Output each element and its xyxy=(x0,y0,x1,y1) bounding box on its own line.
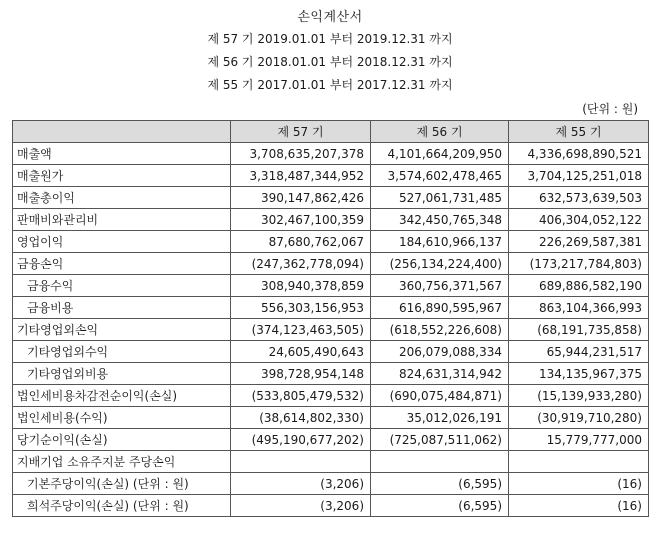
row-value: (374,123,463,505) xyxy=(231,319,371,341)
row-value: 824,631,314,942 xyxy=(371,363,509,385)
table-row xyxy=(13,429,649,451)
row-value: 302,467,100,359 xyxy=(231,209,371,231)
row-value: 3,574,602,478,465 xyxy=(371,165,509,187)
table-row xyxy=(13,319,649,341)
header-col-57: 제 57 기 xyxy=(231,121,371,143)
row-label: 기타영업외수익 xyxy=(13,341,231,363)
row-value: (690,075,484,871) xyxy=(371,385,509,407)
row-label: 매출액 xyxy=(13,143,231,165)
row-value: 3,704,125,251,018 xyxy=(509,165,649,187)
row-label: 기타영업외비용 xyxy=(13,363,231,385)
row-value: (256,134,224,400) xyxy=(371,253,509,275)
row-value: 527,061,731,485 xyxy=(371,187,509,209)
income-statement-table xyxy=(12,120,649,517)
row-value: 184,610,966,137 xyxy=(371,231,509,253)
row-value: 3,318,487,344,952 xyxy=(231,165,371,187)
statement-title: 손익계산서 xyxy=(297,10,363,25)
row-value: 390,147,862,426 xyxy=(231,187,371,209)
row-value: (495,190,677,202) xyxy=(231,429,371,451)
row-value: (247,362,778,094) xyxy=(231,253,371,275)
row-label: 법인세비용(수익) xyxy=(13,407,231,429)
row-value: (725,087,511,062) xyxy=(371,429,509,451)
table-row xyxy=(13,473,649,495)
row-value: 360,756,371,567 xyxy=(371,275,509,297)
table-row xyxy=(13,187,649,209)
row-value: (30,919,710,280) xyxy=(509,407,649,429)
row-label: 매출원가 xyxy=(13,165,231,187)
row-label: 희석주당이익(손실) (단위 : 원) xyxy=(13,495,231,517)
row-label: 매출총이익 xyxy=(13,187,231,209)
row-value: 616,890,595,967 xyxy=(371,297,509,319)
table-row xyxy=(13,385,649,407)
row-label: 판매비와관리비 xyxy=(13,209,231,231)
row-value: 65,944,231,517 xyxy=(509,341,649,363)
table-row xyxy=(13,297,649,319)
row-value xyxy=(509,451,649,473)
row-label: 당기순이익(손실) xyxy=(13,429,231,451)
table-row xyxy=(13,341,649,363)
row-value: 308,940,378,859 xyxy=(231,275,371,297)
row-value xyxy=(371,451,509,473)
period-line-56: 제 56 기 2018.01.01 부터 2018.12.31 까지 xyxy=(207,55,453,69)
row-value xyxy=(231,451,371,473)
row-value: (3,206) xyxy=(231,473,371,495)
row-value: 632,573,639,503 xyxy=(509,187,649,209)
header-col-56: 제 56 기 xyxy=(371,121,509,143)
row-label: 금융수익 xyxy=(13,275,231,297)
row-value: (173,217,784,803) xyxy=(509,253,649,275)
period-line-57: 제 57 기 2019.01.01 부터 2019.12.31 까지 xyxy=(207,32,453,46)
row-value: 226,269,587,381 xyxy=(509,231,649,253)
header-col-55: 제 55 기 xyxy=(509,121,649,143)
row-value: 406,304,052,122 xyxy=(509,209,649,231)
header-label-cell xyxy=(13,121,231,143)
row-value: 35,012,026,191 xyxy=(371,407,509,429)
table-row xyxy=(13,209,649,231)
table-row xyxy=(13,231,649,253)
table-row xyxy=(13,495,649,517)
row-value: (68,191,735,858) xyxy=(509,319,649,341)
row-value: (6,595) xyxy=(371,495,509,517)
row-value: (16) xyxy=(509,473,649,495)
row-value: 342,450,765,348 xyxy=(371,209,509,231)
row-value: 4,336,698,890,521 xyxy=(509,143,649,165)
row-value: 15,779,777,000 xyxy=(509,429,649,451)
row-value: 24,605,490,643 xyxy=(231,341,371,363)
unit-note: (단위 : 원) xyxy=(582,102,638,116)
table-row xyxy=(13,165,649,187)
table-row xyxy=(13,253,649,275)
table-row xyxy=(13,275,649,297)
table-row xyxy=(13,451,649,473)
row-value: (3,206) xyxy=(231,495,371,517)
row-label: 기타영업외손익 xyxy=(13,319,231,341)
row-value: 398,728,954,148 xyxy=(231,363,371,385)
table-row xyxy=(13,143,649,165)
row-label: 기본주당이익(손실) (단위 : 원) xyxy=(13,473,231,495)
row-value: 689,886,582,190 xyxy=(509,275,649,297)
row-value: (15,139,933,280) xyxy=(509,385,649,407)
row-value: 87,680,762,067 xyxy=(231,231,371,253)
table-row xyxy=(13,363,649,385)
table-row xyxy=(13,407,649,429)
row-value: (6,595) xyxy=(371,473,509,495)
header-row xyxy=(13,121,649,143)
row-value: (533,805,479,532) xyxy=(231,385,371,407)
row-value: (38,614,802,330) xyxy=(231,407,371,429)
row-value: 206,079,088,334 xyxy=(371,341,509,363)
row-value: 3,708,635,207,378 xyxy=(231,143,371,165)
row-value: 556,303,156,953 xyxy=(231,297,371,319)
row-value: 134,135,967,375 xyxy=(509,363,649,385)
row-value: (618,552,226,608) xyxy=(371,319,509,341)
row-label: 지배기업 소유주지분 주당손익 xyxy=(13,451,231,473)
row-label: 금융손익 xyxy=(13,253,231,275)
row-label: 영업이익 xyxy=(13,231,231,253)
row-value: 4,101,664,209,950 xyxy=(371,143,509,165)
period-line-55: 제 55 기 2017.01.01 부터 2017.12.31 까지 xyxy=(207,78,453,92)
row-value: 863,104,366,993 xyxy=(509,297,649,319)
row-label: 법인세비용차감전순이익(손실) xyxy=(13,385,231,407)
row-label: 금융비용 xyxy=(13,297,231,319)
row-value: (16) xyxy=(509,495,649,517)
